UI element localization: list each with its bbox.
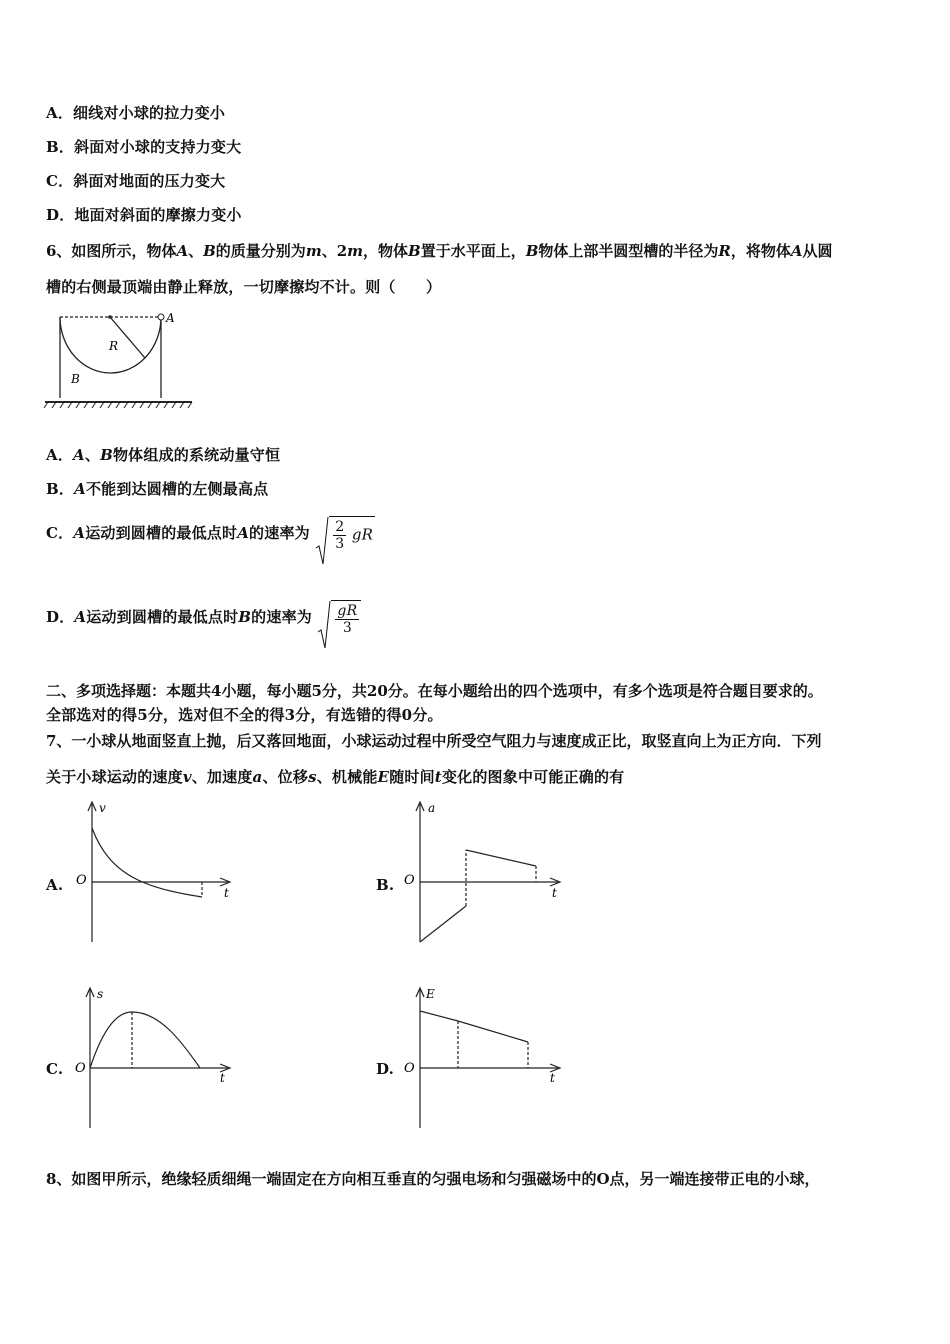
q7-graph-c <box>70 982 250 1132</box>
q5-option-b: B．斜面对小球的支持力变大 <box>46 138 242 156</box>
section2-heading-line1: 二、多项选择题：本题共4小题，每小题5分，共20分。在每小题给出的四个选项中，有多个选项是符合题目要求的。 <box>46 682 823 700</box>
q7-graph-d-yaxis: E <box>426 987 435 1001</box>
q7-graph-b-option: B. <box>376 876 395 894</box>
q7-graph-d <box>400 982 580 1132</box>
q7-graph-d-xaxis: t <box>550 1071 555 1085</box>
q6-option-c: C．A运动到圆槽的最低点时A的速率为 $\frac{2}{3}$ gR <box>46 516 375 552</box>
q7-graph-c-yaxis: s <box>97 987 104 1001</box>
q6-option-c-sqrt: $\frac{2}{3}$ gR <box>315 516 375 552</box>
q6-stem-line1: 6、如图所示，物体A、B的质量分别为m、2m，物体B置于水平面上，B物体上部半圆型槽的半径为R，将物体A从圆 <box>46 242 833 260</box>
q7-stem-line2: 关于小球运动的速度v、加速度a、位移s、机械能E随时间t变化的图象中可能正确的有 <box>46 768 625 786</box>
q7-graph-b-yaxis: a <box>428 801 436 815</box>
q7-graph-b-origin: O <box>404 873 415 888</box>
q7-graph-c-option: C. <box>46 1060 64 1078</box>
q7-graph-a-yaxis: v <box>99 801 106 815</box>
q7-graph-c-xaxis: t <box>220 1071 225 1085</box>
q7-graph-a-xaxis: t <box>224 886 229 900</box>
q7-graph-a-origin: O <box>76 873 87 888</box>
q6-stem-line2: 槽的右侧最顶端由静止释放，一切摩擦均不计。则（ ） <box>46 278 442 296</box>
q6-label-r: R <box>109 339 119 353</box>
section2-heading-line2: 全部选对的得5分，选对但不全的得3分，有选错的得0分。 <box>46 706 443 724</box>
q7-stem-line1: 7、一小球从地面竖直上抛，后又落回地面，小球运动过程中所受空气阻力与速度成正比，取竖直向上为正方向．下列 <box>46 732 822 750</box>
q7-graph-c-origin: O <box>75 1061 86 1076</box>
q7-graph-d-option: D. <box>376 1060 395 1078</box>
q6-option-d: D．A运动到圆槽的最低点时B的速率为 $\frac{gR}{3}$ <box>46 600 361 636</box>
q5-option-a: A．细线对小球的拉力变小 <box>46 104 226 122</box>
q6-label-a: A <box>166 311 175 325</box>
q6-option-b: B．A不能到达圆槽的左侧最高点 <box>46 480 269 498</box>
q7-graph-a <box>70 796 250 948</box>
q7-graph-b-xaxis: t <box>552 886 557 900</box>
q6-label-b: B <box>71 372 80 386</box>
q7-graph-d-origin: O <box>404 1061 415 1076</box>
q7-graph-b <box>400 796 580 948</box>
q5-option-c: C．斜面对地面的压力变大 <box>46 172 226 190</box>
q6-option-d-sqrt: $\frac{gR}{3}$ <box>317 600 361 636</box>
q7-graph-a-option: A. <box>46 876 64 894</box>
q6-option-a: A．A、B物体组成的系统动量守恒 <box>46 446 281 464</box>
q5-option-d: D．地面对斜面的摩擦力变小 <box>46 206 242 224</box>
q6-figure <box>40 306 200 410</box>
q8-stem-line1: 8、如图甲所示，绝缘轻质细绳一端固定在方向相互垂直的匀强电场和匀强磁场中的O点，另一端连接带正电的小球， <box>46 1170 820 1188</box>
